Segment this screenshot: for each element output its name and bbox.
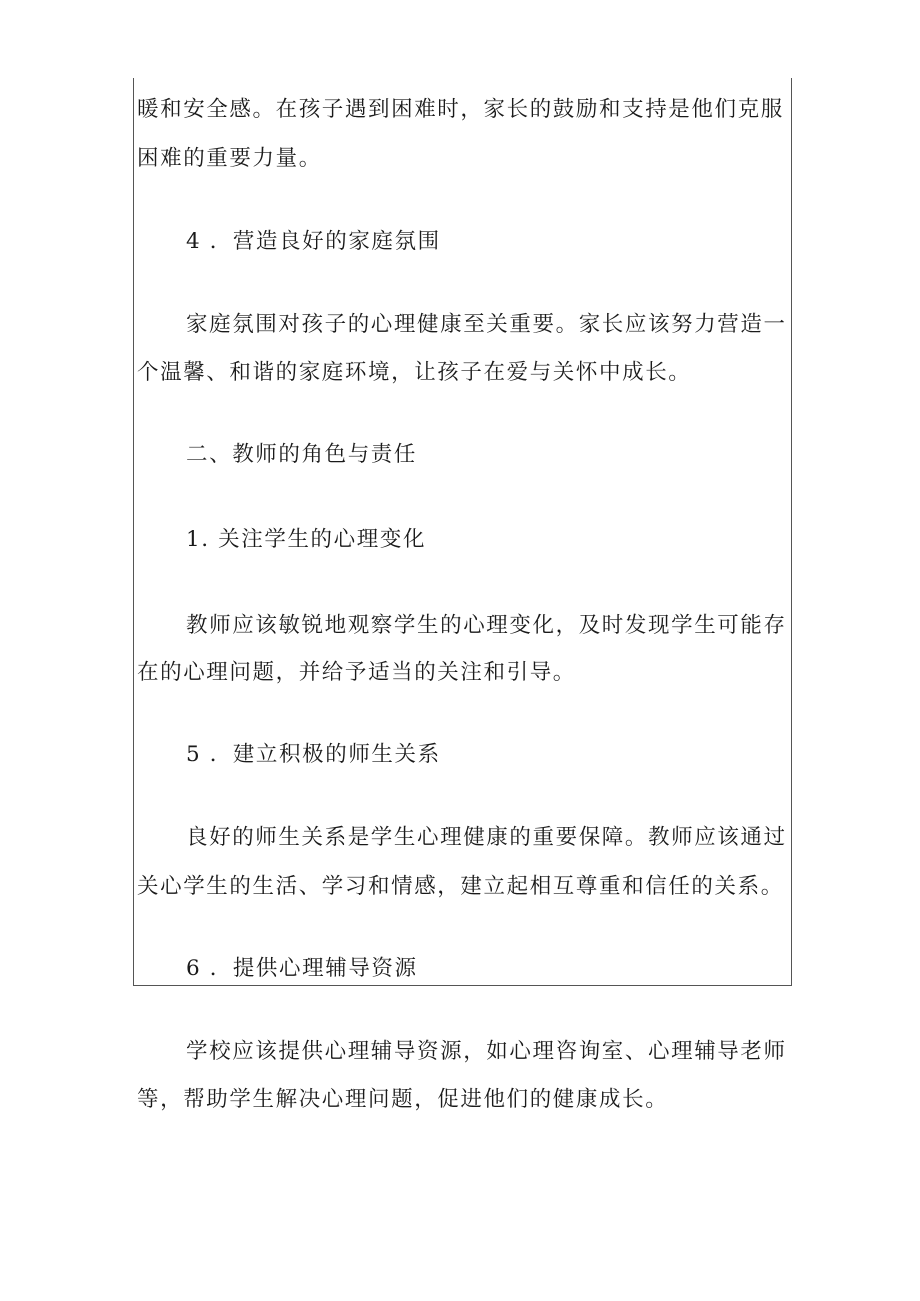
paragraph-line: 在的心理问题，并给予适当的关注和引导。 — [137, 660, 576, 685]
section-heading: 二、教师的角色与责任 — [186, 442, 418, 467]
paragraph-line: 学校应该提供心理辅导资源，如心理咨询室、心理辅导老师 — [186, 1039, 787, 1064]
heading-item-6: 6 ．提供心理辅导资源 — [186, 956, 418, 981]
paragraph-line: 等，帮助学生解决心理问题，促进他们的健康成长。 — [137, 1087, 669, 1112]
paragraph-line: 个温馨、和谐的家庭环境，让孩子在爱与关怀中成长。 — [137, 360, 692, 385]
paragraph-line: 教师应该敏锐地观察学生的心理变化，及时发现学生可能存 — [186, 613, 787, 638]
heading-item-5: 5 ．建立积极的师生关系 — [186, 742, 441, 767]
paragraph-line: 家庭氛围对孩子的心理健康至关重要。家长应该努力营造一 — [186, 312, 787, 337]
paragraph-line: 良好的师生关系是学生心理健康的重要保障。教师应该通过 — [186, 825, 787, 850]
paragraph-line: 暖和安全感。在孩子遇到困难时，家长的鼓励和支持是他们克服 — [137, 97, 784, 122]
paragraph-line: 困难的重要力量。 — [137, 146, 322, 171]
paragraph-line: 关心学生的生活、学习和情感，建立起相互尊重和信任的关系。 — [137, 874, 784, 899]
heading-item-1: 1. 关注学生的心理变化 — [186, 527, 427, 552]
heading-item-4: 4 ．营造良好的家庭氛围 — [186, 229, 441, 254]
